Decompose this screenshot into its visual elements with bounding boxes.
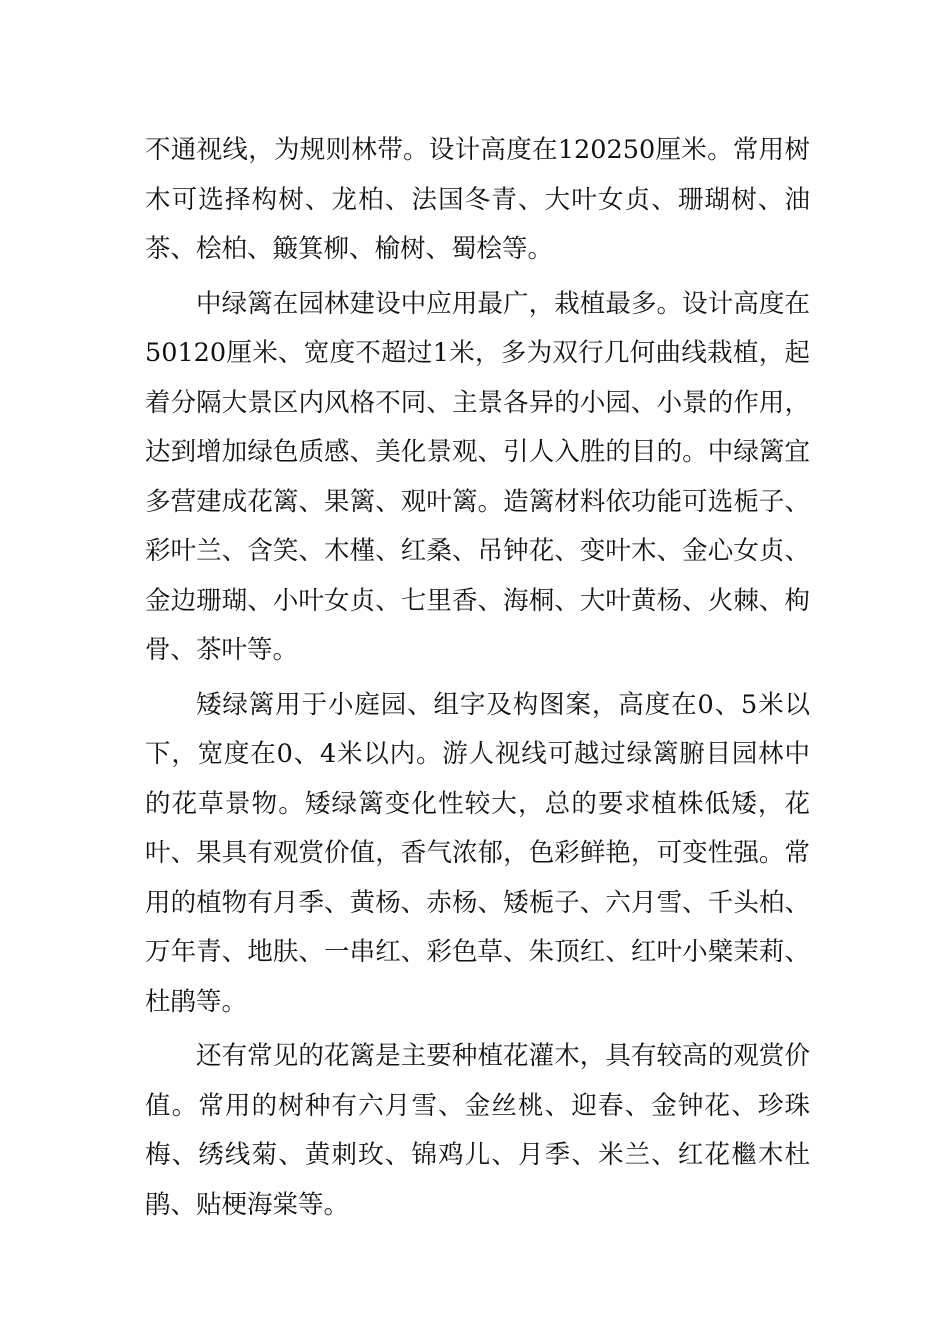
paragraph-medium-hedge: 中绿篱在园林建设中应用最广，栽植最多。设计高度在50120厘米、宽度不超过1米，多为双行几何曲线栽植，起着分隔大景区内风格不同、主景各异的小园、小景的作用，达到增加绿色质感、美化景观、引人入胜的目的。中绿篱宜多营建成花篱、果篱、观叶篱。造篱材料依功能可选栀子、彩叶兰、含笑、木槿、红桑、吊钟花、变叶木、金心女贞、金边珊瑚、小叶女贞、七里香、海桐、大叶黄杨、火棘、枸骨、茶叶等。 (145, 288, 810, 665)
paragraph-flower-hedge: 还有常见的花篱是主要种植花灌木，具有较高的观赏价值。常用的树种有六月雪、金丝桃、迎春、金钟花、珍珠梅、绣线菊、黄刺玫、锦鸡儿、月季、米兰、红花檵木杜鹃、贴梗海棠等。 (145, 1041, 810, 1220)
paragraph-low-hedge: 矮绿篱用于小庭园、组字及构图案，高度在0、5米以下，宽度在0、4米以内。游人视线可越过绿篱腑目园林中的花草景物。矮绿篱变化性较大，总的要求植株低矮，花叶、果具有观赏价值，香气浓郁，色彩鲜艳，可变性强。常用的植物有月季、黄杨、赤杨、矮栀子、六月雪、千头柏、万年青、地肤、一串红、彩色草、朱顶红、红叶小檗茉莉、杜鹃等。 (145, 689, 810, 1017)
document-body (145, 126, 810, 1235)
paragraph-continued: 不通视线，为规则林带。设计高度在120250厘米。常用树木可选择构树、龙柏、法国冬青、大叶女贞、珊瑚树、油茶、桧柏、簸箕柳、榆树、蜀桧等。 (145, 135, 810, 264)
